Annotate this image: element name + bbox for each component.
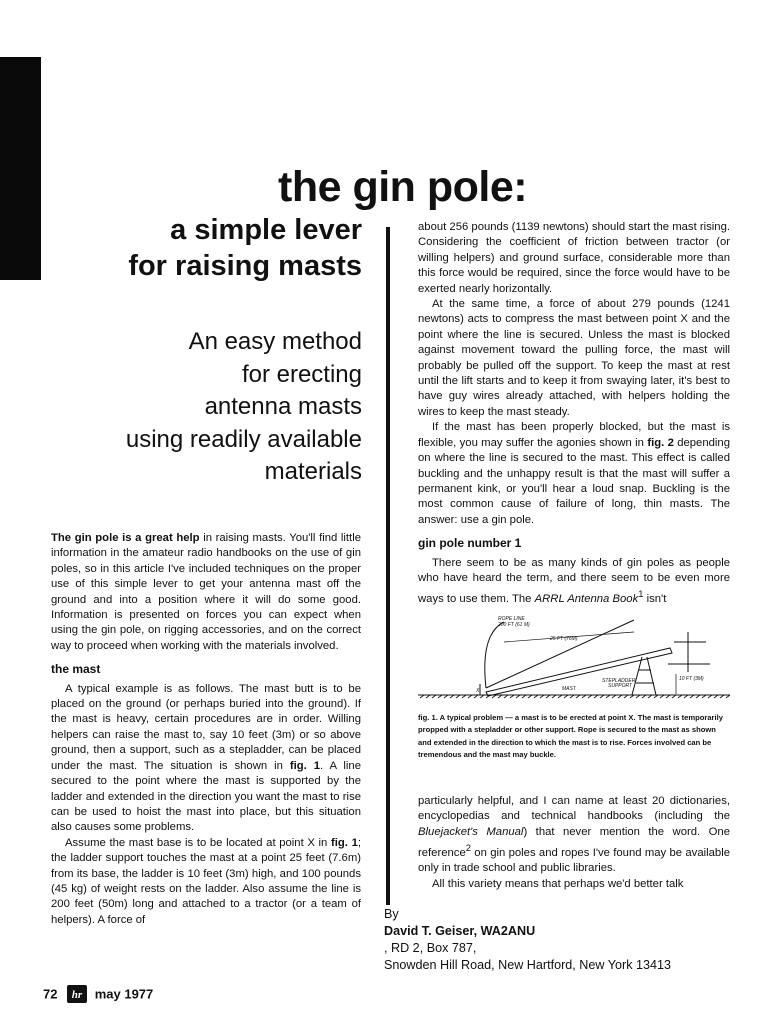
body-paragraph: particularly helpful, and I can name at least 20 dictionaries, encyclopedias and technical handbooks (including the Bluejacket's Manual) that never mention the word. One reference$^2$ on gin poles and ropes I've found may be available only in trade school and public libraries.	[418, 795, 730, 875]
body-paragraph: Assume the mast base is to be located at point X in fig. 1; the ladder support touches the mast at a point 25 feet (7.6m) from its base, the ladder is 10 feet (3m) high, and 100 pounds (45 kg) of weight rests on the ladder. Also assume the line is 200 feet (50m) long and attached to a tractor (or a team of helpers). A force of	[51, 836, 361, 926]
body-paragraph: about 256 pounds (1139 newtons) should start the mast rising. Considering the coefficient of friction between tractor (or willing helpers) and ground surface, considerable more than this force would be required, since the force would have to be exerted nearly horizontally.	[418, 221, 730, 295]
label-mast-length: 25 FT (76M)	[550, 636, 578, 642]
deck-line: antenna masts	[204, 393, 362, 420]
label-height: 10 FT (3M)	[679, 676, 704, 682]
label-mast: MAST	[562, 686, 576, 692]
deck-line: materials	[264, 458, 362, 485]
subtitle-line: a simple lever	[170, 214, 362, 246]
article-subtitle	[22, 212, 362, 284]
book-title: Bluejacket's Manual	[418, 825, 524, 838]
section-heading-gin-pole: gin pole number 1	[418, 536, 522, 551]
right-column-top	[418, 220, 730, 608]
label-point-x: X	[476, 688, 480, 694]
issue-date: may 1977	[94, 986, 154, 1002]
ladder-leg-front	[632, 657, 642, 695]
label-support: SUPPORT	[608, 683, 633, 689]
intro-paragraph: The gin pole is a great help in raising masts. You'll find little information in the amateur radio handbooks on the use of gin poles, so in this article I've included techniques on the proper use of this simple lever to get your antenna mast off the ground and into a position where it will do some good. Information is presented on forces you can expect when using the gin pole, on rigging accessories, and on the correct way to proceed when working with the materials involved.	[51, 532, 361, 652]
rope-curve	[485, 622, 504, 688]
body-paragraph: If the mast has been properly blocked, but the mast is flexible, you may suffer the agonies shown in fig. 2 depending on where the line is secured to the mast. This effect is called buckling and the unhappy result is that the mast will suffer a permanent kink, or you'll hear a loud snap. Buckling is the most common cause of failure of long, thin masts. The answer: use a gin pole.	[418, 421, 730, 526]
figure-reference: fig. 2	[647, 436, 674, 449]
book-title: ARRL Antenna Book	[534, 593, 639, 606]
body-paragraph: There seem to be as many kinds of gin poles as people who have heard the term, and there seem to be even more ways to use them. The ARRL Antenna Book$^1$ isn't	[418, 556, 730, 606]
footnote-ref: 1	[638, 588, 644, 600]
subtitle-line: for raising masts	[128, 250, 362, 282]
figure-caption: fig. 1. A typical problem — a mast is to be erected at point X. The mast is temporarily propped with a stepladder or other support. Rope is secured to the mast as shown and extended in the direction to which the mast is to rise. Forces involved can be tremendous and the mast may buckle.	[418, 713, 723, 759]
magazine-logo-icon	[67, 985, 87, 1003]
deck-line: An easy method	[188, 328, 362, 355]
author-name: David T. Geiser, WA2ANU	[384, 924, 536, 938]
ladder-leg-back	[647, 657, 656, 695]
body-paragraph: At the same time, a force of about 279 pounds (1241 newtons) acts to compress the mast between point X and the point where the line is secured. Unless the mast is blocked against movement toward the pulling force, the mast will probably be pulled off the support. To keep the mast at rest until the lift starts and to keep it from swaying later, it's best to have guy wires already attached, with helpers holding the wires to keep the mast steady.	[418, 298, 730, 418]
author-byline: By David T. Geiser, WA2ANU , RD 2, Box 787, Snowden Hill Road, New Hartford, New York 13413	[384, 906, 734, 974]
deck-line: using readily available	[125, 425, 362, 453]
page-number: 72	[43, 986, 58, 1002]
right-column-bottom	[418, 794, 730, 892]
body-paragraph: All this variety means that perhaps we'd better talk	[432, 877, 684, 890]
body-paragraph: A typical example is as follows. The mast butt is to be placed on the ground (or perhaps buried into the ground). If the mast is heavy, certain procedures are in order. Willing helpers can raise the mast to, say 10 feet (3m) or so above ground, then a support, such as a stepladder, can be placed under the mast. The situation is shown in fig. 1. A line secured to the point where the mast is supported by the ladder and extended in the direction you want the mast to rise can be used to hoist the mast into place, but this situation also causes some problems.	[51, 682, 361, 834]
left-column	[51, 531, 361, 928]
deck-line: for erecting	[241, 360, 362, 388]
column-divider-rule	[386, 227, 390, 905]
label-stepladder: STEPLADDER	[602, 678, 636, 684]
figure-reference: fig. 1	[330, 836, 358, 849]
article-deck	[22, 326, 362, 489]
intro-lead: The gin pole is a great help	[51, 532, 200, 544]
page-footer	[43, 985, 153, 1003]
label-rope-length: 200 FT (61 M)	[498, 622, 530, 628]
logo-text: hr	[71, 989, 83, 1001]
section-heading-mast: the mast	[51, 662, 101, 677]
figure-1-diagram	[416, 612, 732, 708]
figure-reference: fig. 1	[289, 759, 321, 772]
mast-shape	[486, 648, 672, 696]
article-title: the gin pole:	[278, 163, 528, 211]
footnote-ref: 2	[465, 842, 471, 854]
label-rope-line: ROPE LINE	[498, 616, 525, 622]
author-address: Snowden Hill Road, New Hartford, New York 13413	[384, 958, 672, 972]
